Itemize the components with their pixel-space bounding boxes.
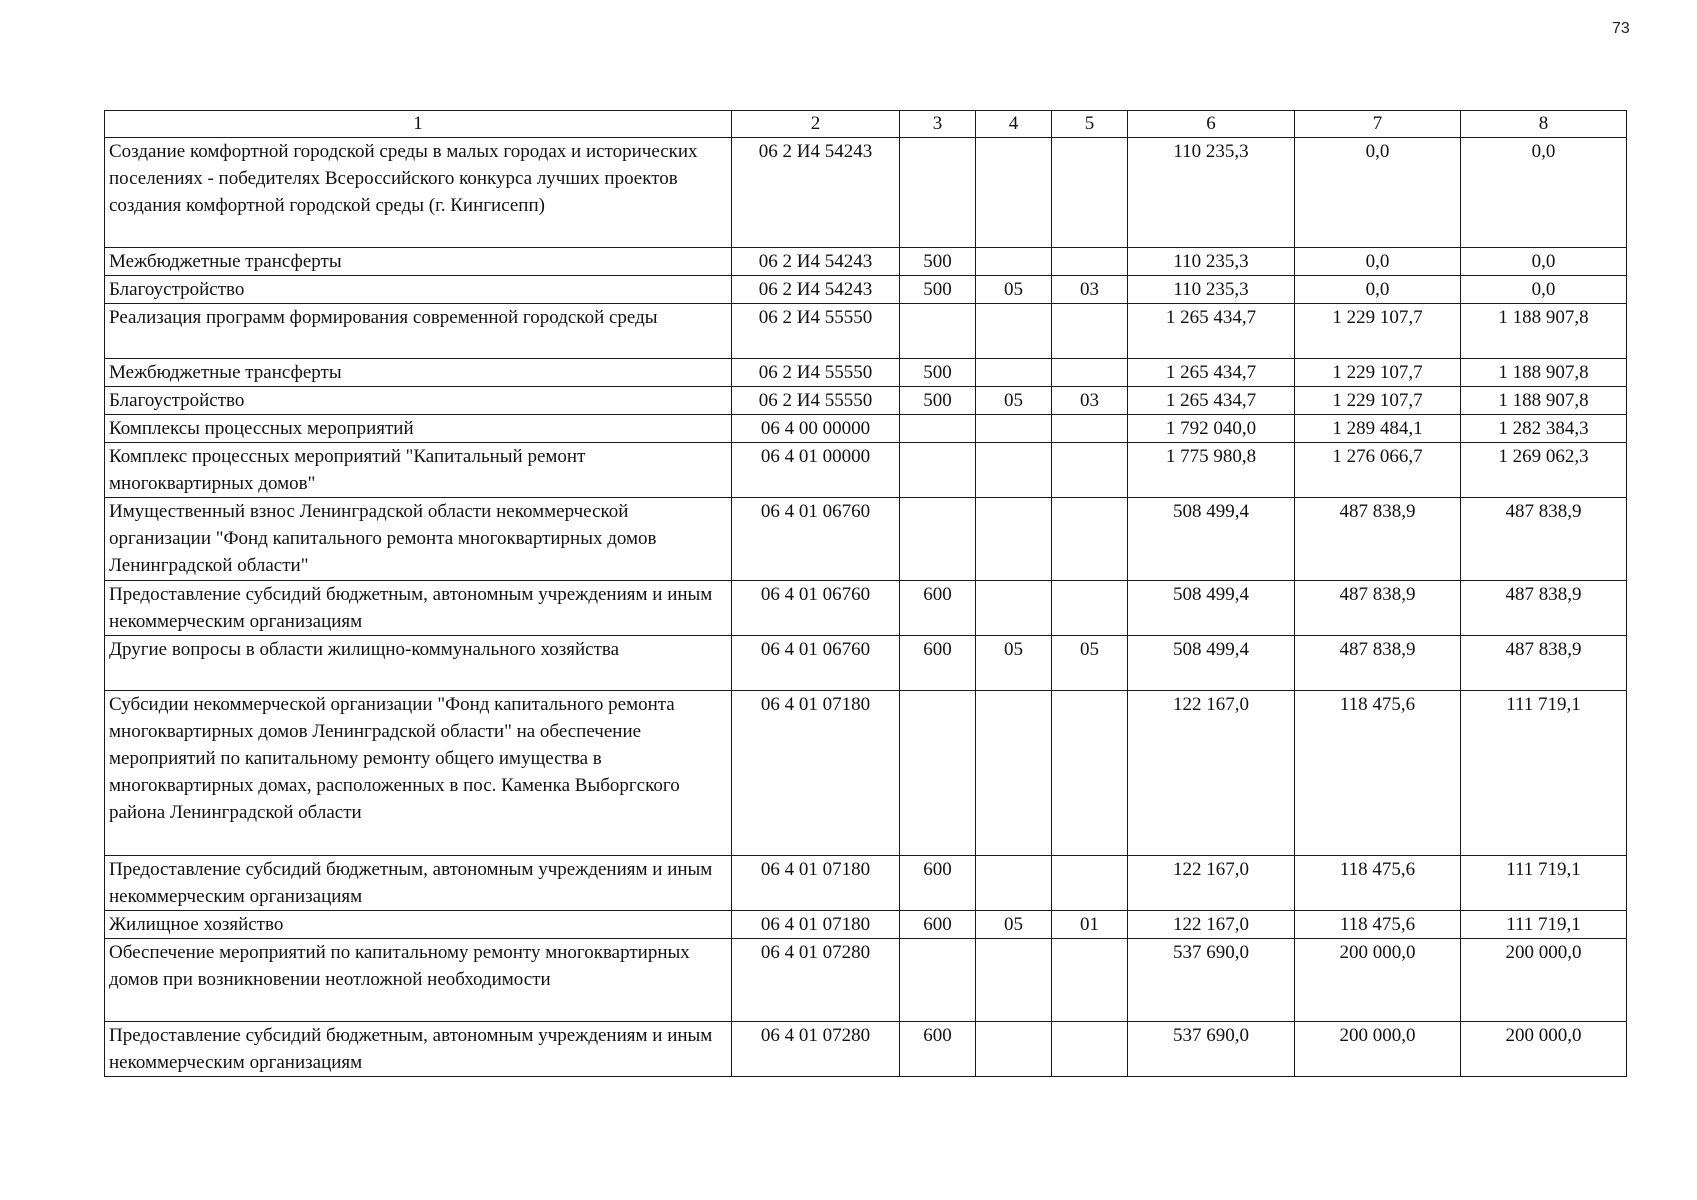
expense-type-code: 500 [900, 387, 976, 415]
amount-col8: 111 719,1 [1461, 691, 1627, 856]
subsection-code [1052, 939, 1128, 1022]
row-name: Имущественный взнос Ленинградской области некоммерческой организации "Фонд капитального ремонта многоквартирных домов Ленинградской области" [105, 498, 732, 581]
row-name: Благоустройство [105, 276, 732, 304]
amount-col8: 0,0 [1461, 276, 1627, 304]
expense-type-code [900, 443, 976, 498]
section-code [976, 939, 1052, 1022]
expense-type-code: 500 [900, 276, 976, 304]
row-name: Реализация программ формирования современной городской среды [105, 304, 732, 359]
amount-col8: 111 719,1 [1461, 856, 1627, 911]
subsection-code [1052, 415, 1128, 443]
amount-col7: 200 000,0 [1295, 939, 1461, 1022]
target-article-code: 06 4 01 07280 [732, 1022, 900, 1077]
table-row [105, 911, 1627, 939]
target-article-code: 06 4 01 07180 [732, 691, 900, 856]
amount-col8: 487 838,9 [1461, 636, 1627, 691]
section-code [976, 304, 1052, 359]
expense-type-code: 500 [900, 248, 976, 276]
target-article-code: 06 2 И4 55550 [732, 387, 900, 415]
target-article-code: 06 4 01 06760 [732, 581, 900, 636]
row-name: Межбюджетные трансферты [105, 248, 732, 276]
row-name: Комплекс процессных мероприятий "Капитальный ремонт многоквартирных домов" [105, 443, 732, 498]
subsection-code [1052, 856, 1128, 911]
subsection-code [1052, 1022, 1128, 1077]
row-name: Создание комфортной городской среды в малых городах и исторических поселениях - победителях Всероссийского конкурса лучших проектов создания комфортной городской среды (г. Кингисепп) [105, 138, 732, 248]
section-code [976, 415, 1052, 443]
expense-type-code [900, 304, 976, 359]
row-name: Жилищное хозяйство [105, 911, 732, 939]
column-header: 4 [976, 111, 1052, 138]
row-name: Комплексы процессных мероприятий [105, 415, 732, 443]
amount-col7: 1 229 107,7 [1295, 359, 1461, 387]
subsection-code [1052, 581, 1128, 636]
target-article-code: 06 4 01 00000 [732, 443, 900, 498]
amount-col8: 111 719,1 [1461, 911, 1627, 939]
section-code [976, 248, 1052, 276]
amount-col8: 1 188 907,8 [1461, 387, 1627, 415]
subsection-code [1052, 443, 1128, 498]
amount-col7: 118 475,6 [1295, 856, 1461, 911]
table-row [105, 636, 1627, 691]
expense-type-code: 600 [900, 581, 976, 636]
subsection-code [1052, 498, 1128, 581]
table-row [105, 138, 1627, 248]
row-name: Предоставление субсидий бюджетным, автономным учреждениям и иным некоммерческим организациям [105, 1022, 732, 1077]
subsection-code [1052, 138, 1128, 248]
target-article-code: 06 4 00 00000 [732, 415, 900, 443]
amount-col6: 110 235,3 [1128, 138, 1295, 248]
table-row [105, 1022, 1627, 1077]
table-row [105, 443, 1627, 498]
target-article-code: 06 4 01 06760 [732, 498, 900, 581]
amount-col6: 1 775 980,8 [1128, 443, 1295, 498]
table-row [105, 691, 1627, 856]
section-code: 05 [976, 387, 1052, 415]
row-name: Межбюджетные трансферты [105, 359, 732, 387]
amount-col6: 1 792 040,0 [1128, 415, 1295, 443]
subsection-code [1052, 691, 1128, 856]
amount-col8: 1 188 907,8 [1461, 304, 1627, 359]
amount-col7: 118 475,6 [1295, 911, 1461, 939]
amount-col7: 487 838,9 [1295, 498, 1461, 581]
subsection-code: 05 [1052, 636, 1128, 691]
table-row [105, 498, 1627, 581]
subsection-code [1052, 248, 1128, 276]
target-article-code: 06 4 01 07180 [732, 856, 900, 911]
amount-col6: 110 235,3 [1128, 276, 1295, 304]
table-row [105, 387, 1627, 415]
section-code: 05 [976, 636, 1052, 691]
table-row [105, 939, 1627, 1022]
section-code: 05 [976, 276, 1052, 304]
column-header: 6 [1128, 111, 1295, 138]
target-article-code: 06 4 01 06760 [732, 636, 900, 691]
row-name: Обеспечение мероприятий по капитальному ремонту многоквартирных домов при возникновении неотложной необходимости [105, 939, 732, 1022]
column-header: 7 [1295, 111, 1461, 138]
target-article-code: 06 2 И4 54243 [732, 138, 900, 248]
expense-type-code: 600 [900, 1022, 976, 1077]
section-code [976, 691, 1052, 856]
expense-type-code [900, 939, 976, 1022]
section-code [976, 359, 1052, 387]
table-row [105, 359, 1627, 387]
section-code [976, 443, 1052, 498]
table-row [105, 276, 1627, 304]
column-header: 2 [732, 111, 900, 138]
amount-col6: 1 265 434,7 [1128, 359, 1295, 387]
amount-col7: 1 289 484,1 [1295, 415, 1461, 443]
amount-col6: 110 235,3 [1128, 248, 1295, 276]
amount-col8: 200 000,0 [1461, 939, 1627, 1022]
target-article-code: 06 4 01 07280 [732, 939, 900, 1022]
amount-col6: 122 167,0 [1128, 691, 1295, 856]
amount-col8: 1 269 062,3 [1461, 443, 1627, 498]
row-name: Благоустройство [105, 387, 732, 415]
amount-col7: 1 229 107,7 [1295, 304, 1461, 359]
amount-col6: 508 499,4 [1128, 636, 1295, 691]
expense-type-code: 600 [900, 856, 976, 911]
amount-col7: 118 475,6 [1295, 691, 1461, 856]
expense-type-code [900, 415, 976, 443]
subsection-code: 01 [1052, 911, 1128, 939]
amount-col6: 537 690,0 [1128, 1022, 1295, 1077]
amount-col8: 487 838,9 [1461, 581, 1627, 636]
amount-col8: 1 282 384,3 [1461, 415, 1627, 443]
table-row [105, 248, 1627, 276]
section-code [976, 1022, 1052, 1077]
section-code [976, 498, 1052, 581]
target-article-code: 06 4 01 07180 [732, 911, 900, 939]
subsection-code [1052, 359, 1128, 387]
section-code [976, 856, 1052, 911]
target-article-code: 06 2 И4 55550 [732, 304, 900, 359]
target-article-code: 06 2 И4 55550 [732, 359, 900, 387]
amount-col7: 487 838,9 [1295, 581, 1461, 636]
amount-col7: 487 838,9 [1295, 636, 1461, 691]
expense-type-code: 600 [900, 636, 976, 691]
amount-col7: 0,0 [1295, 138, 1461, 248]
table-row [105, 856, 1627, 911]
amount-col6: 122 167,0 [1128, 856, 1295, 911]
subsection-code: 03 [1052, 387, 1128, 415]
table-row [105, 415, 1627, 443]
subsection-code [1052, 304, 1128, 359]
amount-col6: 537 690,0 [1128, 939, 1295, 1022]
amount-col8: 0,0 [1461, 248, 1627, 276]
expense-type-code [900, 498, 976, 581]
section-code: 05 [976, 911, 1052, 939]
page-number: 73 [1612, 20, 1630, 37]
table-row [105, 304, 1627, 359]
target-article-code: 06 2 И4 54243 [732, 276, 900, 304]
amount-col8: 200 000,0 [1461, 1022, 1627, 1077]
section-code [976, 138, 1052, 248]
subsection-code: 03 [1052, 276, 1128, 304]
amount-col7: 200 000,0 [1295, 1022, 1461, 1077]
amount-col6: 1 265 434,7 [1128, 387, 1295, 415]
row-name: Субсидии некоммерческой организации "Фонд капитального ремонта многоквартирных домов Ленинградской области" на обеспечение мероприятий по капитальному ремонту общего имущества в многоквартирных домах, расположенных в пос. Каменка Выборгского района Ленинградской области [105, 691, 732, 856]
budget-table [104, 110, 1627, 1077]
expense-type-code [900, 691, 976, 856]
expense-type-code [900, 138, 976, 248]
amount-col8: 0,0 [1461, 138, 1627, 248]
amount-col6: 508 499,4 [1128, 581, 1295, 636]
amount-col7: 1 229 107,7 [1295, 387, 1461, 415]
target-article-code: 06 2 И4 54243 [732, 248, 900, 276]
table-row [105, 581, 1627, 636]
column-header: 3 [900, 111, 976, 138]
amount-col8: 1 188 907,8 [1461, 359, 1627, 387]
amount-col7: 0,0 [1295, 276, 1461, 304]
column-header: 5 [1052, 111, 1128, 138]
column-header: 8 [1461, 111, 1627, 138]
amount-col6: 508 499,4 [1128, 498, 1295, 581]
header-row [105, 111, 1627, 138]
expense-type-code: 600 [900, 911, 976, 939]
column-header: 1 [105, 111, 732, 138]
expense-type-code: 500 [900, 359, 976, 387]
amount-col7: 0,0 [1295, 248, 1461, 276]
amount-col7: 1 276 066,7 [1295, 443, 1461, 498]
row-name: Предоставление субсидий бюджетным, автономным учреждениям и иным некоммерческим организациям [105, 581, 732, 636]
row-name: Предоставление субсидий бюджетным, автономным учреждениям и иным некоммерческим организациям [105, 856, 732, 911]
row-name: Другие вопросы в области жилищно-коммунального хозяйства [105, 636, 732, 691]
amount-col6: 122 167,0 [1128, 911, 1295, 939]
amount-col8: 487 838,9 [1461, 498, 1627, 581]
section-code [976, 581, 1052, 636]
amount-col6: 1 265 434,7 [1128, 304, 1295, 359]
